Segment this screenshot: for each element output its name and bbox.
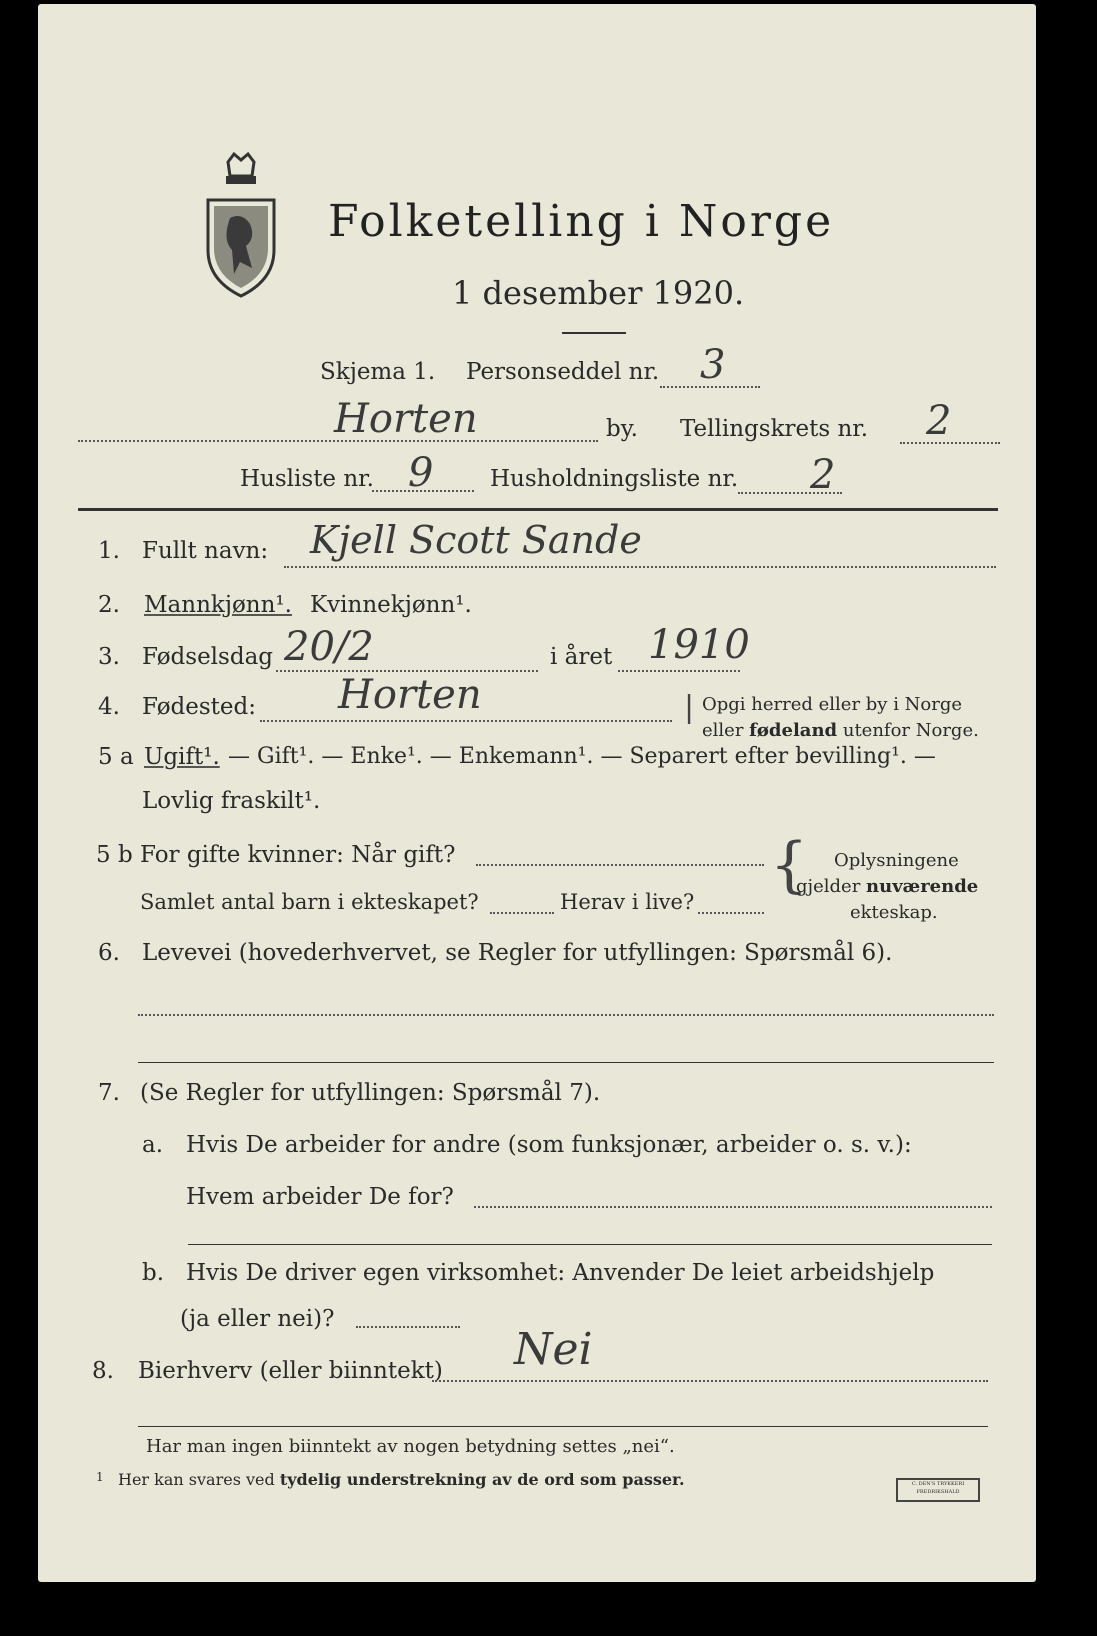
header-rule: [78, 508, 998, 511]
husliste-value[interactable]: 9: [408, 450, 434, 496]
q4-note-line1: Opgi herred eller by i Norge: [702, 694, 963, 715]
q5b-married-line: [476, 864, 764, 866]
q6-label: Levevei (hovederhvervet, se Regler for utfyllingen: Spørsmål 6).: [142, 940, 893, 966]
q3-year-value[interactable]: 1910: [648, 622, 750, 668]
q5b-label2: Samlet antal barn i ekteskapet?: [140, 890, 479, 914]
footnote-text: Her kan svares ved tydelig understrekning av de ord som passer.: [118, 1470, 685, 1489]
husholdning-label: Husholdningsliste nr.: [490, 466, 739, 492]
tellingskrets-label: Tellingskrets nr.: [680, 416, 869, 442]
q5a-line2[interactable]: Lovlig fraskilt¹.: [142, 788, 321, 814]
form-title: Folketelling i Norge: [328, 196, 835, 247]
q7b-text: Hvis De driver egen virksomhet: Anvender De leiet arbeidshjelp: [186, 1260, 935, 1286]
personseddel-label: Personseddel nr.: [466, 359, 660, 385]
q5b-note1: Oplysningene: [834, 850, 959, 871]
coat-of-arms-icon: [200, 150, 282, 300]
q1-name-value[interactable]: Kjell Scott Sande: [310, 518, 642, 562]
footnote-mark: 1: [96, 1470, 104, 1484]
q8-label: Bierhverv (eller biinntekt): [138, 1358, 443, 1384]
personseddel-value[interactable]: 3: [700, 342, 726, 388]
q6-number: 6.: [98, 940, 120, 966]
title-divider: [562, 332, 626, 334]
q6-line1[interactable]: [138, 1014, 994, 1016]
q5b-brace: {: [770, 830, 809, 900]
q7a-line1[interactable]: [474, 1206, 992, 1208]
q7a-text: Hvis De arbeider for andre (som funksjonær, arbeider o. s. v.):: [186, 1132, 912, 1158]
q3-number: 3.: [98, 644, 120, 670]
city-suffix: by.: [606, 416, 638, 442]
q1-number: 1.: [98, 538, 120, 564]
q8-value[interactable]: Nei: [514, 1324, 593, 1375]
q3-day-value[interactable]: 20/2: [284, 624, 374, 670]
q4-birthplace-value[interactable]: Horten: [338, 672, 482, 718]
q5b-children-line: [490, 912, 554, 914]
q2-female-option[interactable]: Kvinnekjønn¹.: [310, 592, 472, 618]
nei-instruction: Har man ingen biinntekt av nogen betydning settes „nei“.: [146, 1436, 675, 1457]
q4-number: 4.: [98, 694, 120, 720]
q7a-letter: a.: [142, 1132, 164, 1158]
q3-label: Fødselsdag: [142, 644, 274, 670]
q7-number: 7.: [98, 1080, 120, 1106]
q7b-question: (ja eller nei)?: [180, 1306, 335, 1332]
q5b-number: 5 b: [96, 842, 133, 868]
q3-year-line: [618, 670, 740, 672]
q5b-alive-line: [698, 912, 764, 914]
q1-label: Fullt navn:: [142, 538, 269, 564]
tellingskrets-value[interactable]: 2: [926, 398, 952, 444]
printer-stamp: C. DEN'S TRYKKERI FREDRIKSHALD: [896, 1478, 980, 1502]
husholdning-value[interactable]: 2: [810, 452, 836, 498]
q7a-question: Hvem arbeider De for?: [186, 1184, 454, 1210]
q4-note-line2: eller fødeland utenfor Norge.: [702, 720, 979, 741]
q5b-note3: ekteskap.: [850, 902, 938, 923]
q5a-number: 5 a: [98, 744, 134, 770]
schema-label: Skjema 1.: [320, 359, 436, 385]
q1-line: [284, 566, 996, 568]
q7b-letter: b.: [142, 1260, 165, 1286]
q4-label: Fødested:: [142, 694, 257, 720]
q5b-label1: For gifte kvinner: Når gift?: [140, 842, 456, 868]
q6-line2[interactable]: [138, 1062, 994, 1063]
q8-line2[interactable]: [138, 1426, 988, 1427]
census-form: [38, 4, 1036, 1582]
q8-number: 8.: [92, 1358, 114, 1384]
q5a-other-options[interactable]: — Gift¹. — Enke¹. — Enkemann¹. — Separert efter bevilling¹. —: [228, 744, 936, 769]
q4-bracket: |: [684, 690, 695, 725]
q4-line: [260, 720, 672, 722]
husliste-label: Husliste nr.: [240, 466, 374, 492]
q5b-label3: Herav i live?: [560, 890, 695, 914]
q8-line: [432, 1380, 988, 1382]
q5a-ugift-option[interactable]: Ugift¹.: [144, 744, 220, 770]
q3-year-label: i året: [550, 644, 613, 670]
q7b-line[interactable]: [356, 1326, 460, 1328]
census-date: 1 desember 1920.: [452, 274, 745, 312]
q7-label: (Se Regler for utfyllingen: Spørsmål 7).: [140, 1080, 601, 1106]
q2-number: 2.: [98, 592, 120, 618]
q7a-line2[interactable]: [188, 1244, 992, 1245]
q5b-note2: gjelder nuværende: [796, 876, 979, 897]
city-value[interactable]: Horten: [334, 396, 478, 442]
q2-male-option[interactable]: Mannkjønn¹.: [144, 592, 292, 618]
